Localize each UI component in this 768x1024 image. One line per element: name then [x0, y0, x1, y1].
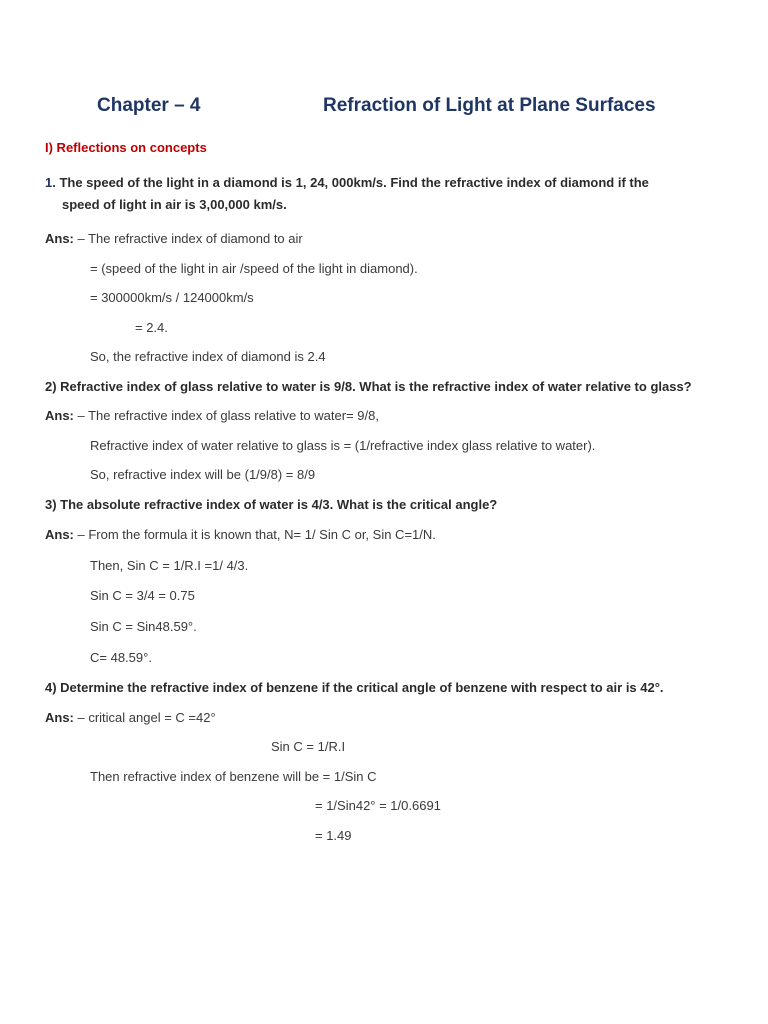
answer-3-line-5: C= 48.59°. [90, 650, 152, 665]
answer-4-line-3: Then refractive index of benzene will be = 1/Sin C [90, 769, 377, 784]
question-3: 3) The absolute refractive index of water is 4/3. What is the critical angle? [45, 497, 498, 512]
answer-2-line-1: Ans: – The refractive index of glass relative to water= 9/8, [45, 408, 379, 423]
answer-3-line-2: Then, Sin C = 1/R.I =1/ 4/3. [90, 558, 249, 573]
answer-4-line-4: = 1/Sin42° = 1/0.6691 [315, 798, 441, 813]
question-1-text-line2: speed of light in air is 3,00,000 km/s. [62, 197, 287, 212]
answer-3-line-3: Sin C = 3/4 = 0.75 [90, 588, 195, 603]
answer-label: Ans: [45, 710, 74, 725]
answer-1-line-3: = 300000km/s / 124000km/s [90, 290, 254, 305]
answer-4-line-1: Ans: – critical angel = C =42° [45, 710, 216, 725]
answer-label: Ans: [45, 408, 74, 423]
question-1-number: 1. [45, 175, 56, 190]
answer-label: Ans: [45, 527, 74, 542]
answer-4-line-2: Sin C = 1/R.I [271, 739, 346, 754]
answer-1-line-5: So, the refractive index of diamond is 2.4 [90, 349, 326, 364]
question-1 [45, 175, 649, 191]
answer-4-line-5: = 1.49 [315, 828, 352, 843]
section-heading: I) Reflections on concepts [45, 140, 207, 155]
chapter-number: Chapter – 4 [97, 95, 201, 116]
answer-3-line-1: Ans: – From the formula it is known that, N= 1/ Sin C or, Sin C=1/N. [45, 527, 436, 542]
answer-label: Ans: [45, 231, 74, 246]
answer-1-line-2: = (speed of the light in air /speed of the light in diamond). [90, 261, 418, 276]
answer-1-line-4: = 2.4. [135, 320, 168, 335]
answer-2-line-3: So, refractive index will be (1/9/8) = 8/9 [90, 467, 316, 482]
question-2: 2) Refractive index of glass relative to water is 9/8. What is the refractive index of water relative to glass? [45, 379, 692, 394]
answer-1-line-1: Ans: – The refractive index of diamond to air [45, 231, 303, 246]
chapter-title: Refraction of Light at Plane Surfaces [323, 95, 656, 116]
answer-2-line-2: Refractive index of water relative to glass is = (1/refractive index glass relative to water). [90, 438, 596, 453]
question-4: 4) Determine the refractive index of benzene if the critical angle of benzene with respect to air is 42°. [45, 680, 664, 695]
question-1-text-line1: The speed of the light in a diamond is 1, 24, 000km/s. Find the refractive index of diamond if the [55, 175, 649, 190]
answer-3-line-4: Sin C = Sin48.59°. [90, 619, 197, 634]
